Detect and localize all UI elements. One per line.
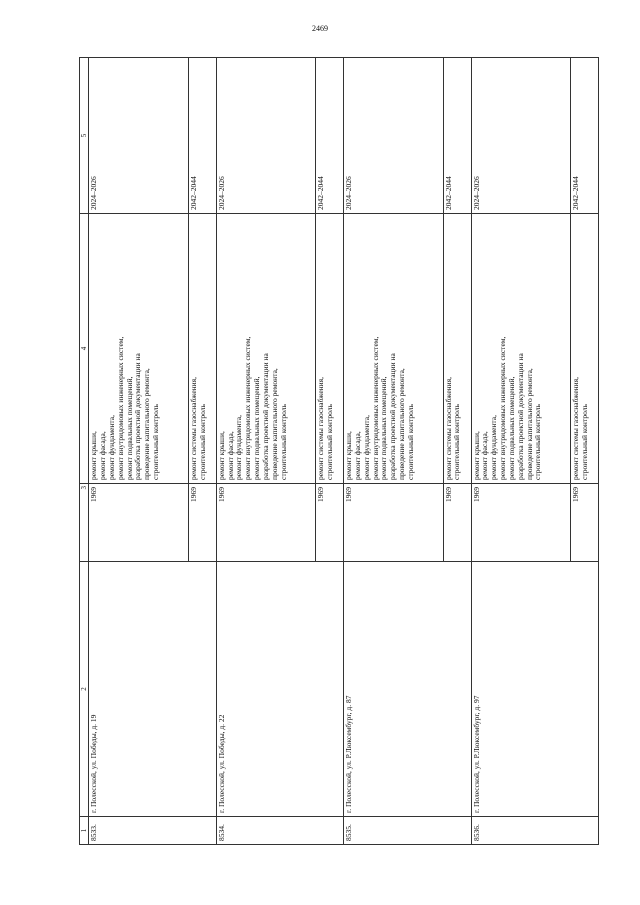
work-item: ремонт фундамента, xyxy=(361,415,371,480)
row-year: 1969 xyxy=(344,484,444,562)
work-item: строительный контроль xyxy=(325,404,335,480)
work-item: ремонт крыши, xyxy=(89,431,99,480)
table-row xyxy=(471,58,571,845)
table-header-row xyxy=(80,58,89,845)
row-works xyxy=(89,214,189,484)
work-item: ремонт крыши, xyxy=(216,431,226,480)
row-number: 8536. xyxy=(471,817,598,845)
row-address: г. Полесской, ул. Победы, д. 19 xyxy=(89,562,216,817)
row-year: 1969 xyxy=(89,484,189,562)
subrow-year: 1969 xyxy=(443,484,471,562)
row-period: 2024–2026 xyxy=(471,58,571,214)
work-item: строительный контроль xyxy=(579,404,589,480)
row-period: 2024–2026 xyxy=(89,58,189,214)
work-item: ремонт внутридомовых инженерных систем, xyxy=(498,336,508,480)
work-item: ремонт внутридомовых инженерных систем, xyxy=(115,336,125,480)
column-header-1: 1 xyxy=(80,817,89,845)
work-item: ремонт системы газоснабжения, xyxy=(188,376,198,480)
work-item: разработка проектной документации на xyxy=(515,353,525,480)
column-header-5: 5 xyxy=(80,58,89,214)
table-row xyxy=(89,58,189,845)
row-year: 1969 xyxy=(471,484,571,562)
work-item: ремонт внутридомовых инженерных систем, xyxy=(243,336,253,480)
work-item: ремонт крыши, xyxy=(344,431,354,480)
work-item: разработка проектной документации на xyxy=(133,353,143,480)
work-item: ремонт системы газоснабжения, xyxy=(571,376,581,480)
subrow-works xyxy=(188,214,216,484)
work-item: ремонт фасада, xyxy=(352,431,362,480)
work-item: разработка проектной документации на xyxy=(260,353,270,480)
work-item: проведение капитального ремонта, xyxy=(397,368,407,480)
page-number: 2469 xyxy=(312,24,328,33)
subrow-works xyxy=(571,214,599,484)
work-item: строительный контроль xyxy=(533,404,543,480)
work-item: проведение капитального ремонта, xyxy=(269,368,279,480)
work-item: ремонт фасада, xyxy=(480,431,490,480)
subrow-period: 2042–2044 xyxy=(443,58,471,214)
row-number: 8535. xyxy=(344,817,471,845)
column-header-2: 2 xyxy=(80,562,89,817)
subrow-period: 2042–2044 xyxy=(571,58,599,214)
work-item: ремонт фундамента, xyxy=(489,415,499,480)
work-item: строительный контроль xyxy=(151,404,161,480)
subrow-works xyxy=(316,214,344,484)
row-works xyxy=(471,214,571,484)
row-period: 2024–2026 xyxy=(216,58,316,214)
work-item: ремонт системы газоснабжения, xyxy=(443,376,453,480)
row-period: 2024–2026 xyxy=(344,58,444,214)
work-item: ремонт подвальных помещений, xyxy=(506,376,516,480)
work-item: строительный контроль xyxy=(452,404,462,480)
subrow-year: 1969 xyxy=(571,484,599,562)
subrow-period: 2042–2044 xyxy=(316,58,344,214)
work-item: ремонт фундамента, xyxy=(234,415,244,480)
work-item: ремонт внутридомовых инженерных систем, xyxy=(370,336,380,480)
work-item: ремонт крыши, xyxy=(471,431,481,480)
column-header-4: 4 xyxy=(80,214,89,484)
work-item: разработка проектной документации на xyxy=(388,353,398,480)
work-item: ремонт подвальных помещений, xyxy=(124,376,134,480)
row-address: г. Полесской, ул. Р.Люксембург, д. 87 xyxy=(344,562,471,817)
row-number: 8533. xyxy=(89,817,216,845)
work-item: ремонт фасада, xyxy=(98,431,108,480)
work-item: ремонт фундамента, xyxy=(106,415,116,480)
column-header-3: 3 xyxy=(80,484,89,562)
row-works xyxy=(344,214,444,484)
rotated-table-frame xyxy=(79,83,599,845)
table-row xyxy=(344,58,444,845)
work-item: строительный контроль xyxy=(278,404,288,480)
subrow-period: 2042–2044 xyxy=(188,58,216,214)
repair-schedule-table xyxy=(79,57,599,845)
work-item: строительный контроль xyxy=(197,404,207,480)
row-address: г. Полесской, ул. Победы, д. 22 xyxy=(216,562,343,817)
row-year: 1969 xyxy=(216,484,316,562)
row-number: 8534. xyxy=(216,817,343,845)
work-item: проведение капитального ремонта, xyxy=(142,368,152,480)
table-row xyxy=(216,58,316,845)
row-works xyxy=(216,214,316,484)
subrow-year: 1969 xyxy=(188,484,216,562)
subrow-year: 1969 xyxy=(316,484,344,562)
row-address: г. Полесской, ул. Р.Люксембург, д. 97 xyxy=(471,562,598,817)
work-item: строительный контроль xyxy=(406,404,415,480)
work-item: ремонт подвальных помещений, xyxy=(379,376,389,480)
work-item: проведение капитального ремонта, xyxy=(524,368,534,480)
table-container xyxy=(79,83,599,845)
subrow-works xyxy=(443,214,471,484)
work-item: ремонт фасада, xyxy=(225,431,235,480)
work-item: ремонт подвальных помещений, xyxy=(252,376,262,480)
work-item: ремонт системы газоснабжения, xyxy=(316,376,326,480)
